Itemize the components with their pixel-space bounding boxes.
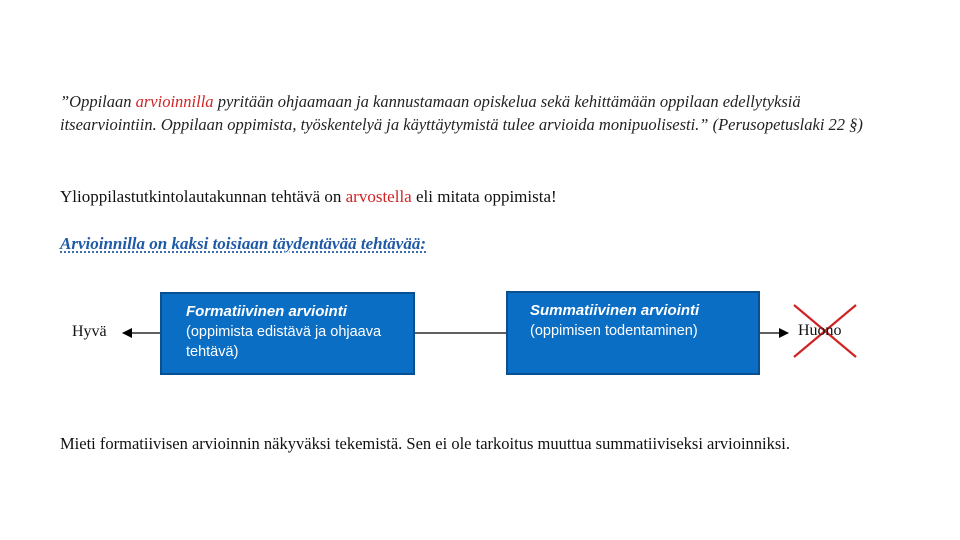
law-quote	[60, 90, 890, 136]
box-summative	[506, 291, 760, 375]
box-summative-text: (oppimisen todentaminen)	[530, 323, 698, 339]
footer-note: Mieti formatiivisen arvioinnin näkyväksi tekemistä. Sen ei ole tarkoitus muuttua summatiiviseksi arvioinniksi.	[60, 434, 791, 453]
statement-highlight: arvostella	[345, 187, 412, 206]
statement	[60, 187, 557, 207]
statement-part-2: eli mitata oppimista!	[411, 187, 557, 206]
box-formative	[160, 292, 415, 375]
box-summative-title: Summatiivinen arviointi	[530, 302, 700, 319]
statement-part-1: Ylioppilastutkintolautakunnan tehtävä on	[60, 187, 346, 206]
section-heading: Arvioinnilla on kaksi toisiaan täydentävää tehtävää:	[60, 234, 426, 253]
quote-part-1: ”Oppilaan	[60, 92, 136, 111]
label-huono: Huono	[798, 322, 842, 339]
box-formative-title: Formatiivinen arviointi	[186, 303, 347, 320]
quote-highlight: arvioinnilla	[135, 92, 214, 111]
quote-part-2: pyritään ohjaamaan ja kannustamaan opiskelua sekä kehittämään oppilaan edellytyksiä itsearviointiin. Oppilaan oppimista, työskentelyä ja käyttäytymistä tulee arvioida monipuolisesti.” (Perusopetuslaki 22 §)	[60, 92, 863, 134]
box-formative-text: (oppimista edistävä ja ohjaava tehtävä)	[186, 324, 382, 360]
label-hyva: Hyvä	[72, 323, 107, 340]
